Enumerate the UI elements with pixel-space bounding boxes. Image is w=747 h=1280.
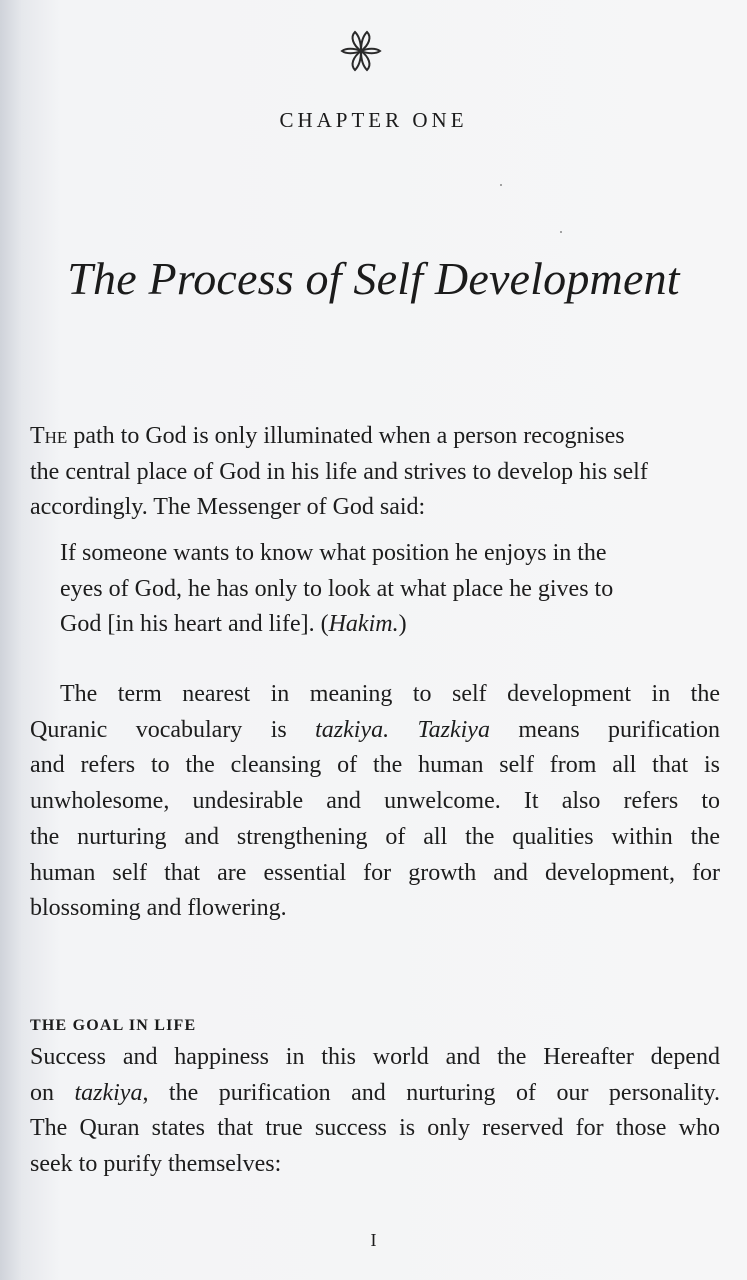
paragraph-line: Success and happiness in this world and the Hereafter depend [30,1044,720,1070]
section-heading: THE GOAL IN LIFE [30,1017,197,1034]
floral-ornament-icon [339,28,383,74]
quote-line: eyes of God, he has only to look at what place he gives to [60,575,614,602]
line-text: ) [398,611,407,638]
paragraph-line [30,419,730,455]
chapter-label: CHAPTER ONE [279,108,468,132]
paragraph-line: human self that are essential for growth and development, for [30,859,720,886]
paragraph-tazkiya [30,677,720,927]
paragraph-goal [30,1040,720,1183]
line-text: path to God is only illuminated when a person recognises [67,423,625,449]
line-text: , the purification and nurturing of our personality. [142,1079,720,1106]
paragraph-intro [30,419,730,526]
paragraph-line: the nurturing and strengthening of all the qualities within the [30,823,720,850]
paragraph-line: unwholesome, undesirable and unwelcome. It also refers to [30,788,720,815]
line-text: means purification [489,716,721,743]
block-quote [60,536,710,643]
chapter-title: The Process of Self Development [67,253,680,304]
paragraph-line: blossoming and flowering. [30,895,287,922]
page-number: I [370,1230,377,1250]
paper-speck [500,184,502,186]
line-text: God [in his heart and life]. ( [60,611,329,638]
paper-speck [560,231,562,233]
paragraph-line: The term nearest in meaning to self development in the [60,681,720,707]
quote-line [60,607,710,643]
italic-term: tazkiya [74,1079,143,1106]
quote-line: If someone wants to know what position he enjoys in the [60,540,607,566]
line-text: Quranic vocabulary is [30,716,316,743]
italic-term: tazkiya. Tazkiya [315,716,490,743]
paragraph-line [30,713,720,749]
paragraph-line: seek to purify themselves: [30,1151,282,1178]
paragraph-line [30,1076,720,1112]
paragraph-line: The Quran states that true success is only reserved for those who [30,1115,720,1142]
paragraph-line: the central place of God in his life and strives to develop his self [30,458,648,485]
paragraph-line: accordingly. The Messenger of God said: [30,494,426,521]
lead-word: The [30,423,68,449]
citation-source: Hakim. [328,611,399,638]
paragraph-line: and refers to the cleansing of the human self from all that is [30,752,720,779]
line-text: on [30,1079,75,1106]
